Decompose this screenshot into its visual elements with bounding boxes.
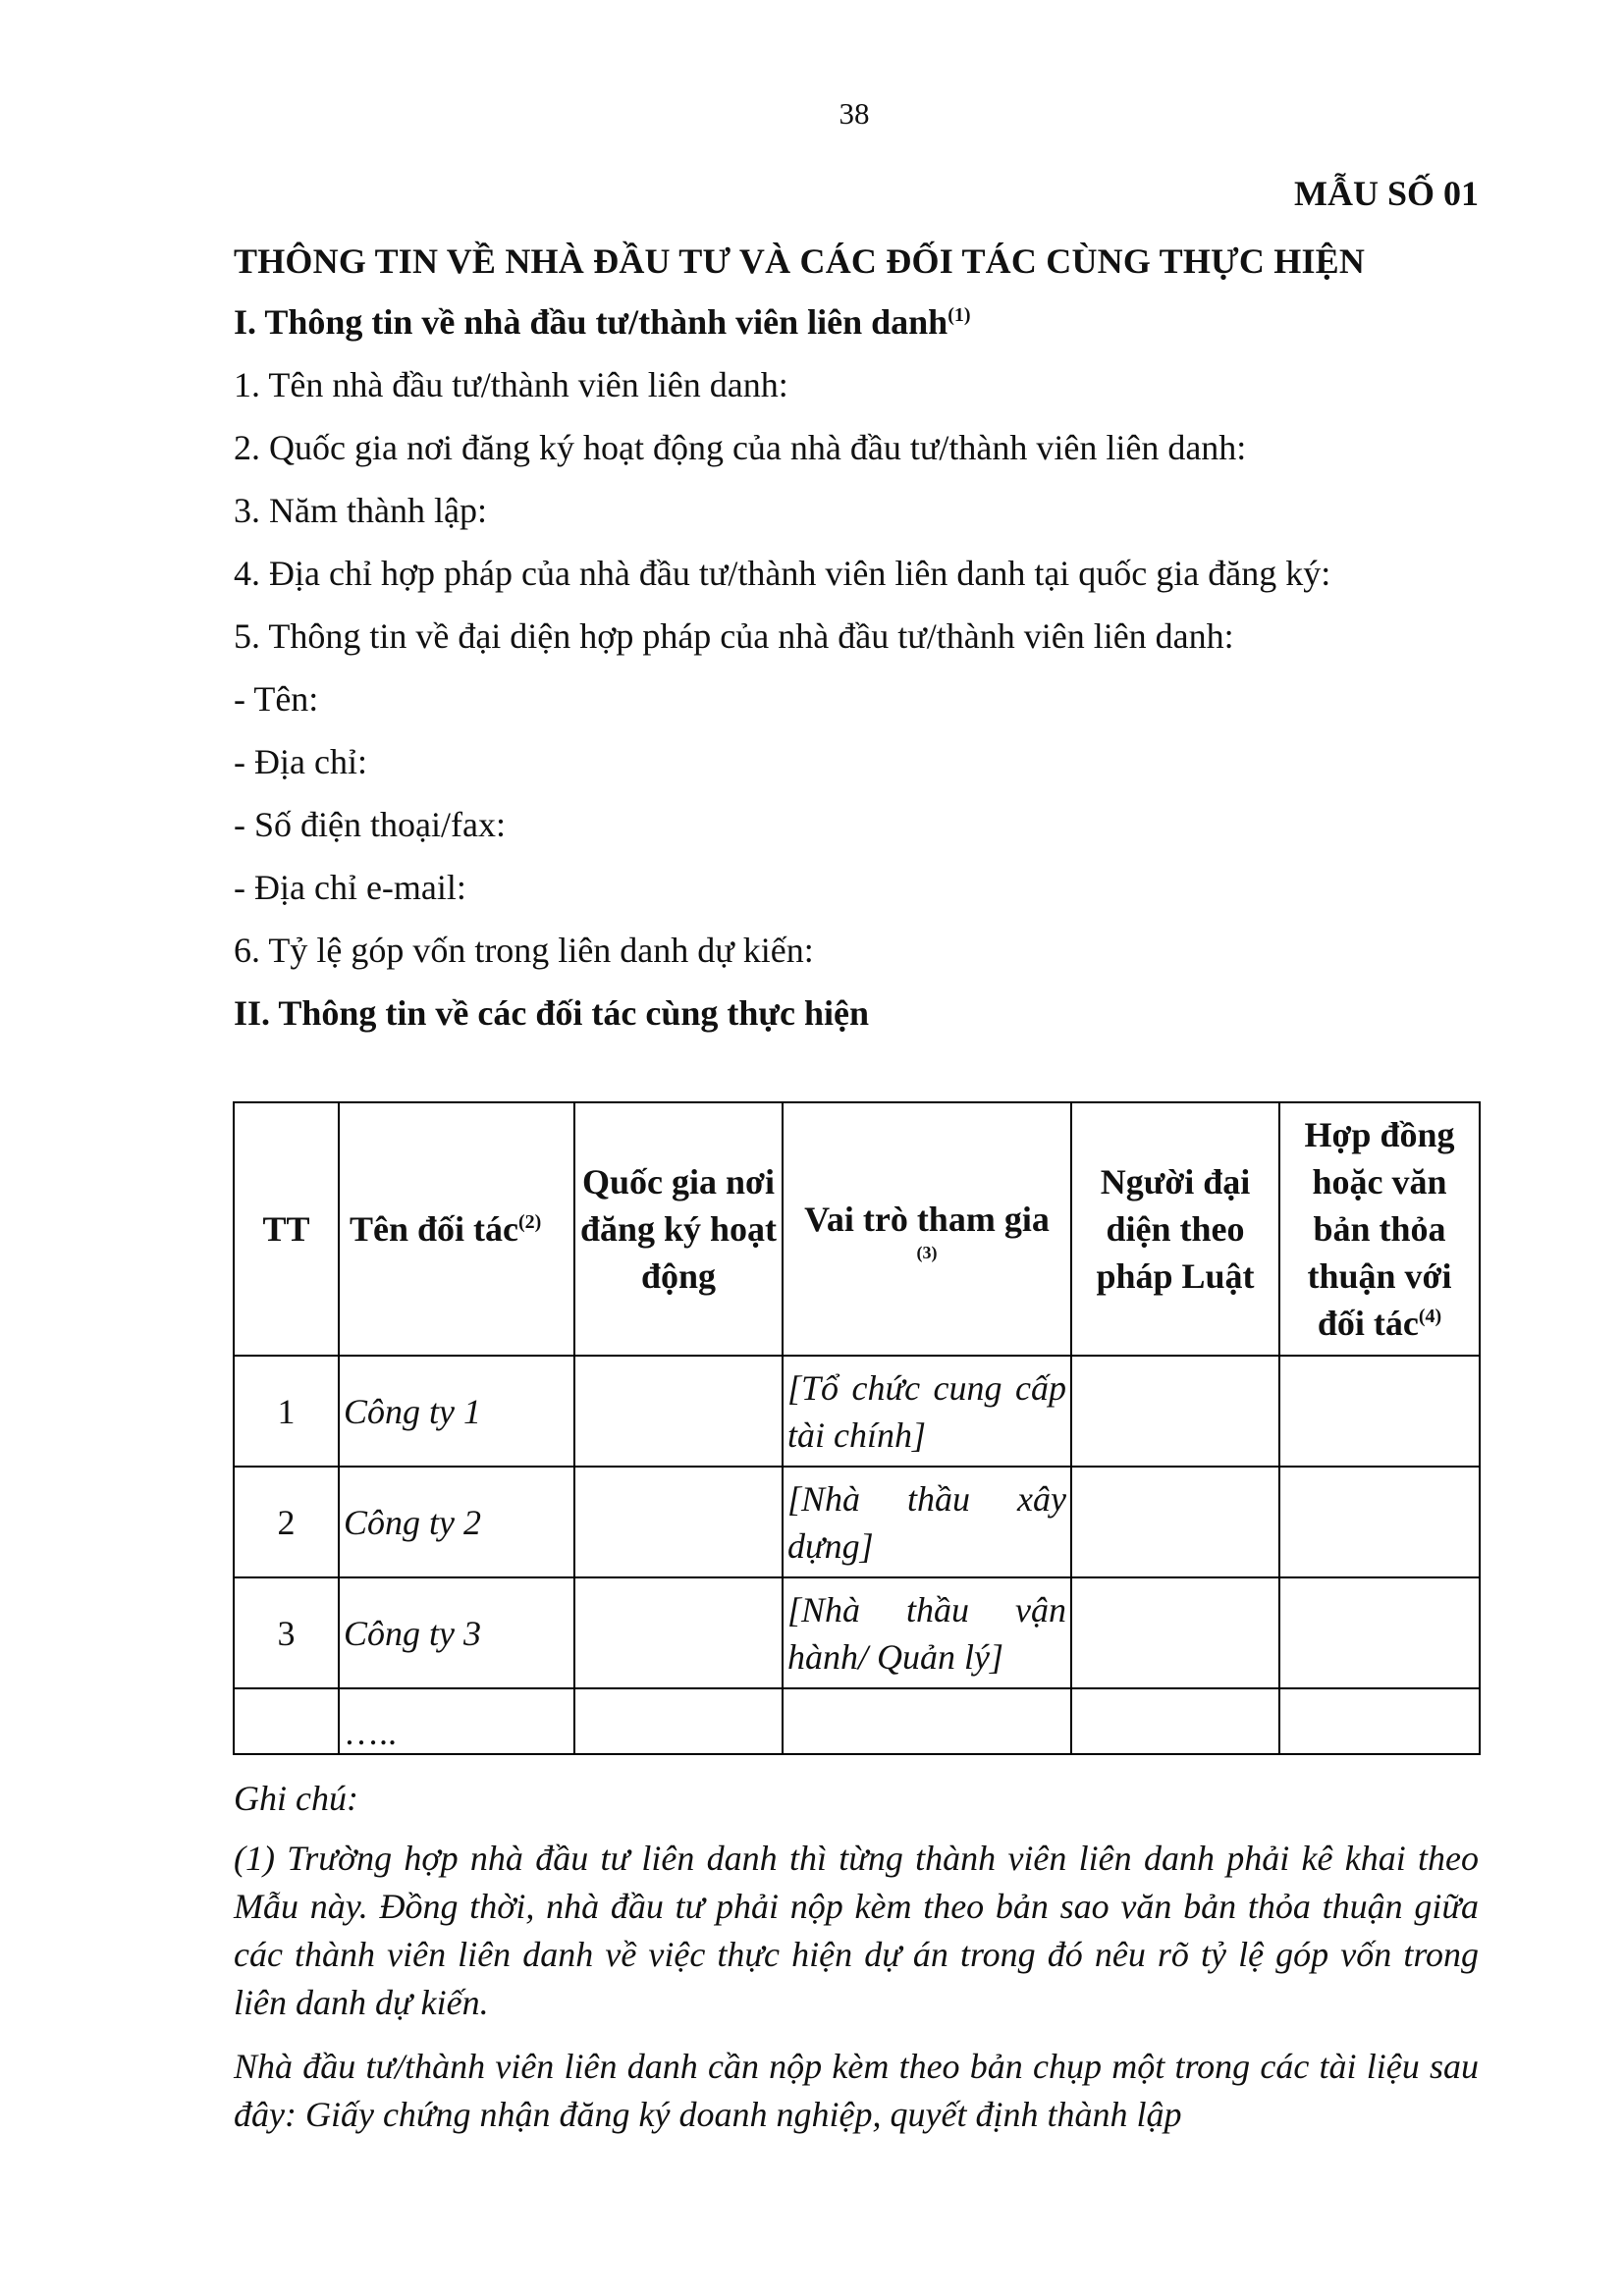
cell-partner-name: Công ty 2	[339, 1467, 574, 1577]
cell-role	[783, 1688, 1071, 1754]
footnote-ref-2: (2)	[518, 1211, 542, 1233]
footnote-ref-1: (1)	[947, 304, 971, 326]
field-registration-country: 2. Quốc gia nơi đăng ký hoạt động của nhà đầu tư/thành viên liên danh:	[234, 428, 1247, 467]
cell-representative	[1071, 1577, 1279, 1688]
field-legal-representative: 5. Thông tin về đại diện hợp pháp của nhà đầu tư/thành viên liên danh:	[234, 616, 1234, 656]
cell-role: [Nhà thầu xây dựng]	[783, 1467, 1071, 1577]
cell-representative	[1071, 1688, 1279, 1754]
header-partner-name-text: Tên đối tác	[350, 1209, 519, 1249]
footnote-ref-3: (3)	[916, 1243, 938, 1262]
cell-role: [Tổ chức cung cấp tài chính]	[783, 1356, 1071, 1467]
header-role-text: Vai trò tham gia	[804, 1200, 1050, 1239]
header-tt: TT	[234, 1102, 339, 1356]
page-number: 38	[839, 96, 870, 131]
table-header-row	[234, 1102, 1480, 1356]
cell-contract	[1279, 1688, 1480, 1754]
field-rep-email: - Địa chỉ e-mail:	[234, 868, 466, 907]
field-investor-name: 1. Tên nhà đầu tư/thành viên liên danh:	[234, 365, 788, 404]
header-contract-text: Hợp đồng hoặc văn bản thỏa thuận với đối tác	[1304, 1115, 1455, 1343]
cell-partner-name: Công ty 3	[339, 1577, 574, 1688]
cell-country	[574, 1356, 783, 1467]
cell-tt: 1	[234, 1356, 339, 1467]
table-row	[234, 1577, 1480, 1688]
form-body	[234, 234, 1479, 1044]
section1-heading-text: I. Thông tin về nhà đầu tư/thành viên liên danh	[234, 302, 948, 342]
cell-contract	[1279, 1467, 1480, 1577]
notes-label: Ghi chú:	[234, 1779, 358, 1818]
document-title: THÔNG TIN VỀ NHÀ ĐẦU TƯ VÀ CÁC ĐỐI TÁC CÙNG THỰC HIỆN	[234, 241, 1366, 281]
cell-country	[574, 1577, 783, 1688]
footnote-ref-4: (4)	[1418, 1306, 1442, 1327]
form-number: MẪU SỐ 01	[1294, 174, 1479, 213]
cell-role: [Nhà thầu vận hành/ Quản lý]	[783, 1577, 1071, 1688]
field-rep-phone-fax: - Số điện thoại/fax:	[234, 805, 506, 844]
cell-tt	[234, 1688, 339, 1754]
header-country: Quốc gia nơi đăng ký hoạt động	[574, 1102, 783, 1356]
header-representative: Người đại diện theo pháp Luật	[1071, 1102, 1279, 1356]
table-row	[234, 1467, 1480, 1577]
cell-ellipsis: …..	[339, 1688, 574, 1754]
cell-partner-name: Công ty 1	[339, 1356, 574, 1467]
cell-representative	[1071, 1356, 1279, 1467]
cell-tt: 2	[234, 1467, 339, 1577]
cell-representative	[1071, 1467, 1279, 1577]
cell-country	[574, 1688, 783, 1754]
cell-contract	[1279, 1577, 1480, 1688]
note-2: Nhà đầu tư/thành viên liên danh cần nộp kèm theo bản chụp một trong các tài liệu sau đây: Giấy chứng nhận đăng ký doanh nghiệp, quyết định thành lập	[234, 2047, 1479, 2134]
header-partner-name	[339, 1102, 574, 1356]
header-contract	[1279, 1102, 1480, 1356]
note-1: (1) Trường hợp nhà đầu tư liên danh thì từng thành viên liên danh phải kê khai theo Mẫu này. Đồng thời, nhà đầu tư phải nộp kèm theo bản sao văn bản thỏa thuận giữa các thành viên liên danh về việc thực hiện dự án trong đó nêu rõ tỷ lệ góp vốn trong liên danh dự kiến.	[234, 1839, 1479, 2022]
section1-heading	[234, 291, 1479, 353]
cell-country	[574, 1467, 783, 1577]
field-capital-ratio: 6. Tỷ lệ góp vốn trong liên danh dự kiến:	[234, 931, 814, 970]
table-row	[234, 1688, 1480, 1754]
cell-tt: 3	[234, 1577, 339, 1688]
header-role	[783, 1102, 1071, 1356]
field-founding-year: 3. Năm thành lập:	[234, 491, 487, 530]
table-row	[234, 1356, 1480, 1467]
field-legal-address: 4. Địa chỉ hợp pháp của nhà đầu tư/thành viên liên danh tại quốc gia đăng ký:	[234, 554, 1331, 593]
partners-table	[233, 1101, 1481, 1755]
field-rep-address: - Địa chỉ:	[234, 742, 367, 781]
cell-contract	[1279, 1356, 1480, 1467]
notes-section	[234, 1775, 1479, 2139]
field-rep-name: - Tên:	[234, 679, 319, 719]
section2-heading: II. Thông tin về các đối tác cùng thực hiện	[234, 993, 869, 1033]
